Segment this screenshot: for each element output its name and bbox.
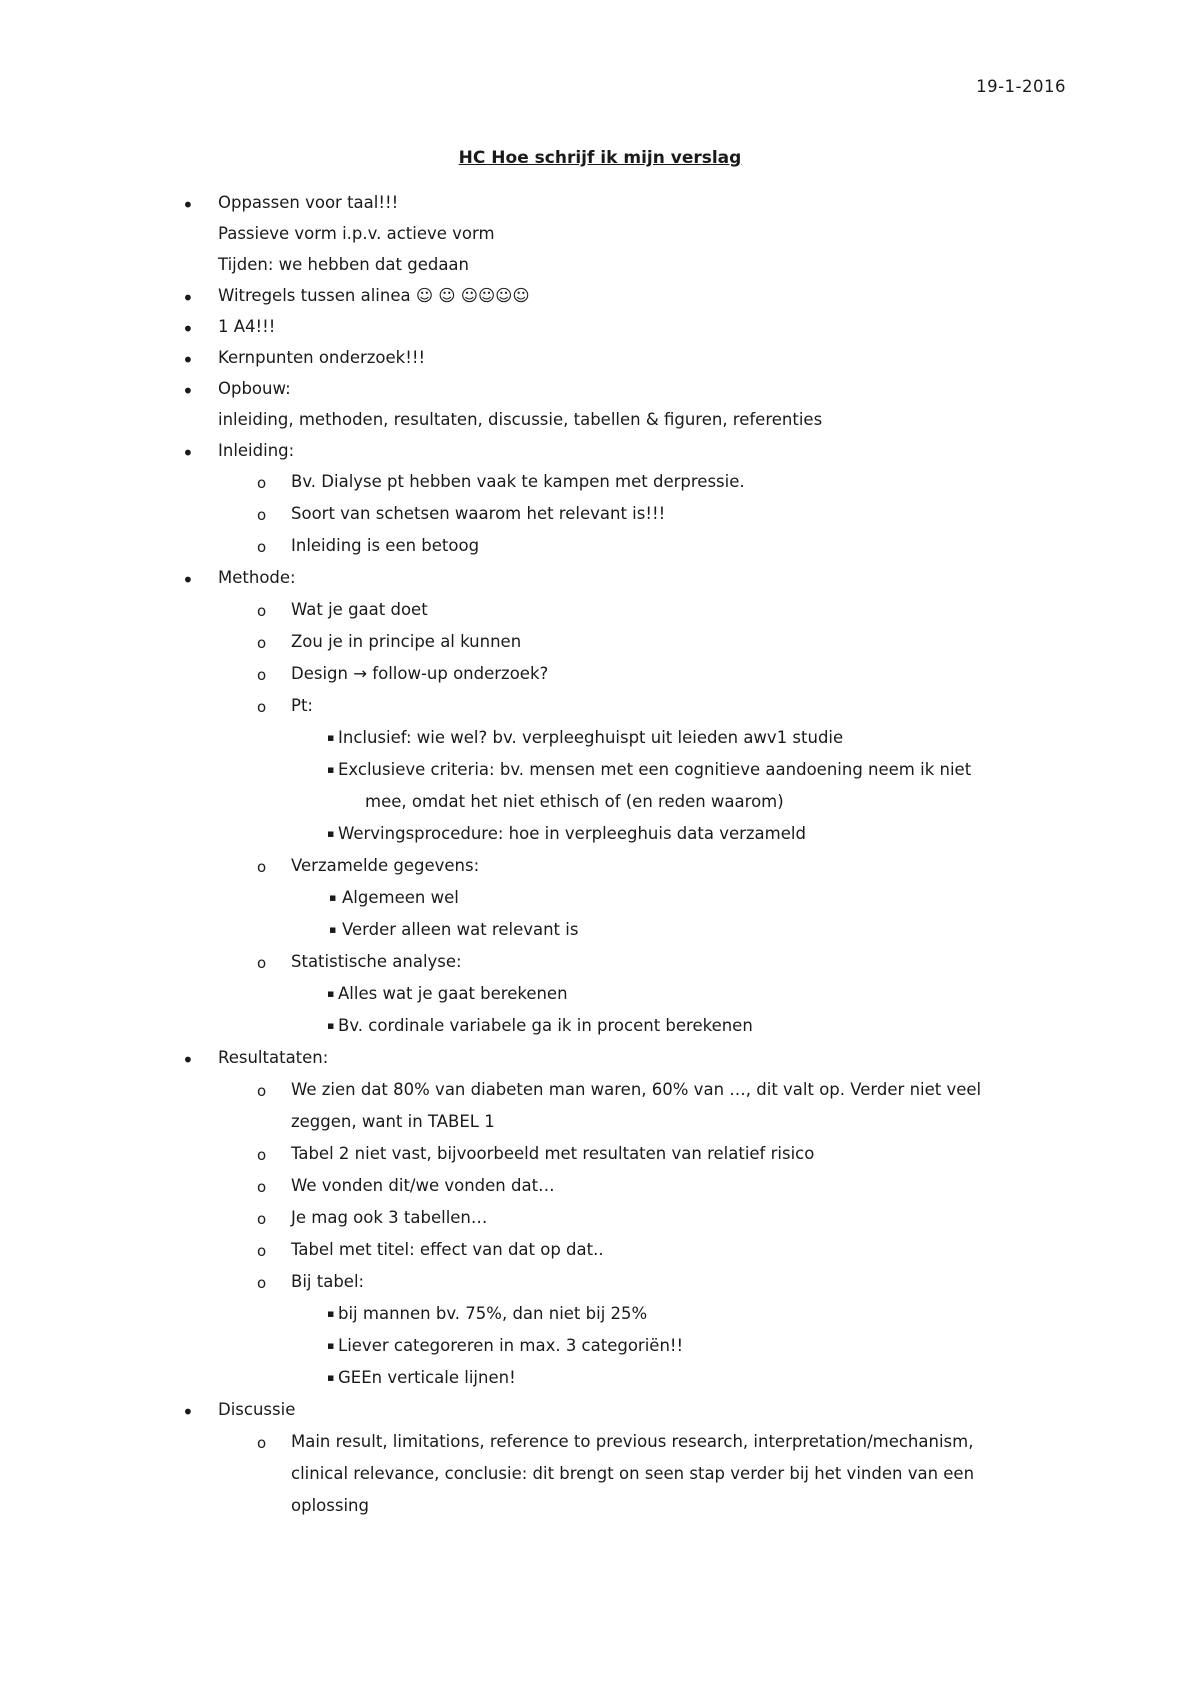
list-item: Tabel 2 niet vast, bijvoorbeeld met resultaten van relatief risico bbox=[291, 1144, 815, 1163]
arrow-icon: → bbox=[353, 664, 368, 683]
design-text: Design bbox=[291, 664, 354, 683]
list-item: Bv. cordinale variabele ga ik in procent berekenen bbox=[338, 1016, 753, 1035]
document-title: HC Hoe schrijf ik mijn verslag bbox=[458, 148, 742, 168]
sub-bullet-icon: o bbox=[257, 1178, 267, 1196]
sub-bullet-icon: o bbox=[257, 1210, 267, 1228]
bullet-icon: • bbox=[182, 1400, 194, 1424]
list-item: Algemeen wel bbox=[342, 888, 459, 907]
bullet-icon: • bbox=[182, 348, 194, 372]
square-bullet-icon: ▪ bbox=[327, 731, 335, 744]
sub-bullet-icon: o bbox=[257, 474, 267, 492]
list-item: Liever categoreren in max. 3 categoriën!! bbox=[338, 1336, 684, 1355]
list-item: Oppassen voor taal!!! bbox=[218, 193, 399, 212]
square-bullet-icon: ▪ bbox=[327, 827, 335, 840]
sub-bullet-icon: o bbox=[257, 634, 267, 652]
list-item: Inleiding: bbox=[218, 441, 295, 460]
list-item: Verder alleen wat relevant is bbox=[342, 920, 579, 939]
list-item: Wervingsprocedure: hoe in verpleeghuis data verzameld bbox=[338, 824, 806, 843]
list-item: bij mannen bv. 75%, dan niet bij 25% bbox=[338, 1304, 648, 1323]
sub-bullet-icon: o bbox=[257, 538, 267, 556]
list-item: Main result, limitations, reference to previous research, interpretation/mechanism, bbox=[291, 1432, 974, 1451]
list-item: Resultataten: bbox=[218, 1048, 329, 1067]
square-bullet-icon: ▪ bbox=[327, 987, 335, 1000]
list-item: 1 A4!!! bbox=[218, 317, 276, 336]
list-item: Soort van schetsen waarom het relevant is!!! bbox=[291, 504, 666, 523]
list-item: Pt: bbox=[291, 696, 313, 715]
list-item: GEEn verticale lijnen! bbox=[338, 1368, 516, 1387]
list-item: Wat je gaat doet bbox=[291, 600, 428, 619]
list-item: Je mag ook 3 tabellen… bbox=[291, 1208, 488, 1227]
sub-bullet-icon: o bbox=[257, 666, 267, 684]
bullet-icon: • bbox=[182, 317, 194, 341]
list-item: Witregels tussen alinea ☺ ☺ ☺☺☺☺ bbox=[218, 286, 530, 305]
square-bullet-icon: ▪ bbox=[327, 1339, 335, 1352]
list-item: Exclusieve criteria: bv. mensen met een cognitieve aandoening neem ik niet bbox=[338, 760, 972, 779]
list-item: clinical relevance, conclusie: dit brengt on seen stap verder bij het vinden van een bbox=[291, 1464, 975, 1483]
list-item: Opbouw: bbox=[218, 379, 291, 398]
bullet-icon: • bbox=[182, 441, 194, 465]
list-item: Bv. Dialyse pt hebben vaak te kampen met derpressie. bbox=[291, 472, 745, 491]
design-text-rest: follow-up onderzoek? bbox=[367, 664, 549, 683]
list-item: Bij tabel: bbox=[291, 1272, 365, 1291]
bullet-icon: • bbox=[182, 568, 194, 592]
list-item: We zien dat 80% van diabeten man waren, 60% van …, dit valt op. Verder niet veel bbox=[291, 1080, 982, 1099]
sub-bullet-icon: o bbox=[257, 1434, 267, 1452]
sub-bullet-icon: o bbox=[257, 506, 267, 524]
list-item: oplossing bbox=[291, 1496, 369, 1515]
square-bullet-icon: ▪ bbox=[327, 763, 335, 776]
list-item: Zou je in principe al kunnen bbox=[291, 632, 522, 651]
list-item: zeggen, want in TABEL 1 bbox=[291, 1112, 495, 1131]
list-item: Methode: bbox=[218, 568, 296, 587]
list-item: inleiding, methoden, resultaten, discussie, tabellen & figuren, referenties bbox=[218, 410, 823, 429]
sub-bullet-icon: o bbox=[257, 858, 267, 876]
list-item: Kernpunten onderzoek!!! bbox=[218, 348, 426, 367]
sub-bullet-icon: o bbox=[257, 1274, 267, 1292]
bullet-icon: • bbox=[182, 1048, 194, 1072]
list-item: mee, omdat het niet ethisch of (en reden waarom) bbox=[365, 792, 784, 811]
list-item: Tabel met titel: effect van dat op dat.. bbox=[291, 1240, 604, 1259]
list-item: Tijden: we hebben dat gedaan bbox=[218, 255, 470, 274]
sub-bullet-icon: o bbox=[257, 954, 267, 972]
bullet-icon: • bbox=[182, 379, 194, 403]
list-item: Alles wat je gaat berekenen bbox=[338, 984, 568, 1003]
bullet-icon: • bbox=[182, 193, 194, 217]
list-item bbox=[291, 664, 548, 683]
square-bullet-icon: ▪ bbox=[329, 891, 337, 904]
sub-bullet-icon: o bbox=[257, 1146, 267, 1164]
square-bullet-icon: ▪ bbox=[327, 1019, 335, 1032]
list-item: Statistische analyse: bbox=[291, 952, 462, 971]
list-item: Discussie bbox=[218, 1400, 296, 1419]
sub-bullet-icon: o bbox=[257, 698, 267, 716]
square-bullet-icon: ▪ bbox=[327, 1307, 335, 1320]
list-item: Inleiding is een betoog bbox=[291, 536, 480, 555]
list-item: Verzamelde gegevens: bbox=[291, 856, 480, 875]
list-item: Passieve vorm i.p.v. actieve vorm bbox=[218, 224, 495, 243]
header-date: 19-1-2016 bbox=[976, 77, 1066, 96]
bullet-icon: • bbox=[182, 286, 194, 310]
sub-bullet-icon: o bbox=[257, 602, 267, 620]
square-bullet-icon: ▪ bbox=[327, 1371, 335, 1384]
list-item: Inclusief: wie wel? bv. verpleeghuispt uit leieden awv1 studie bbox=[338, 728, 844, 747]
square-bullet-icon: ▪ bbox=[329, 923, 337, 936]
list-item: We vonden dit/we vonden dat… bbox=[291, 1176, 555, 1195]
sub-bullet-icon: o bbox=[257, 1082, 267, 1100]
sub-bullet-icon: o bbox=[257, 1242, 267, 1260]
